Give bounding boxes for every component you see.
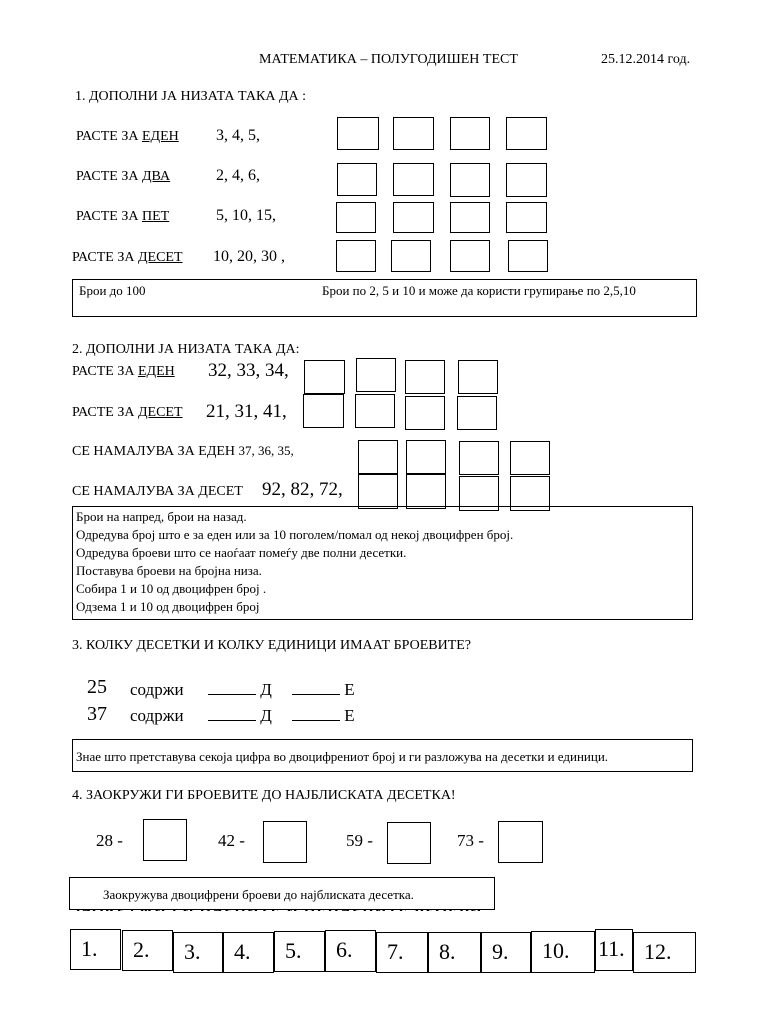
answer-box[interactable]	[143, 819, 187, 861]
task2-row-4-sequence: 92, 82, 72,	[262, 479, 343, 500]
answer-box[interactable]	[508, 240, 548, 272]
task4-item-1: 28 -	[96, 831, 123, 850]
row-prefix: РАСТЕ ЗА	[76, 129, 142, 144]
answer-box[interactable]	[263, 821, 307, 863]
answer-box[interactable]	[406, 474, 446, 509]
page-title: МАТЕМАТИКА – ПОЛУГОДИШЕН ТЕСТ	[259, 52, 518, 67]
answer-box[interactable]	[457, 396, 497, 430]
answer-box[interactable]	[358, 474, 398, 509]
objective-right: Брои по 2, 5 и 10 и може да користи групирање по 2,5,10	[322, 283, 636, 298]
task3-word-1: содржи	[130, 680, 184, 699]
objective-line: Одредува број што е за еден или за 10 поголем/помал од некој двоцифрен број.	[76, 527, 514, 542]
task3-tens-field-2[interactable]	[208, 706, 272, 726]
answer-box[interactable]	[450, 240, 490, 272]
task1-row-1-label	[76, 129, 179, 145]
score-box-1: 1.	[70, 929, 121, 970]
objective-line: Заокружува двоцифрени броеви до најблиската десетка.	[103, 887, 414, 902]
answer-box[interactable]	[450, 117, 490, 150]
task4-objective-box	[69, 877, 495, 910]
score-box-12: 12.	[633, 932, 696, 973]
score-box-3: 3.	[173, 932, 223, 973]
task4-item-2: 42 -	[218, 831, 245, 850]
task1-row-1-sequence: 3, 4, 5,	[216, 127, 260, 144]
score-box-4: 4.	[223, 932, 274, 973]
score-box-8: 8.	[428, 932, 481, 973]
task4-item-3: 59 -	[346, 831, 373, 850]
row-prefix: РАСТЕ ЗА	[76, 169, 142, 184]
answer-box[interactable]	[393, 117, 434, 150]
answer-box[interactable]	[450, 163, 490, 197]
answer-box[interactable]	[336, 202, 376, 233]
answer-box[interactable]	[337, 163, 377, 196]
units-letter: Е	[344, 680, 355, 699]
task3-units-field-2[interactable]	[292, 706, 355, 726]
answer-box[interactable]	[459, 441, 499, 475]
answer-box[interactable]	[405, 360, 445, 394]
row-keyword: ПЕТ	[141, 209, 170, 224]
answer-box[interactable]	[304, 360, 345, 394]
task4-heading: 4. ЗАОКРУЖИ ГИ БРОЕВИТЕ ДО НАЈБЛИСКАТА ДЕСЕТКА!	[72, 788, 456, 803]
task2-row-2-sequence: 21, 31, 41,	[206, 401, 287, 422]
task3-objective-box	[72, 739, 693, 772]
score-box-6: 6.	[325, 930, 376, 972]
task1-heading: 1. ДОПОЛНИ ЈА НИЗАТА ТАКА ДА :	[75, 89, 306, 104]
task2-row-2-label	[72, 405, 183, 421]
row-keyword: ЕДЕН	[137, 364, 175, 379]
units-letter: Е	[344, 706, 355, 725]
task2-row-3-label	[72, 443, 294, 460]
answer-box[interactable]	[450, 202, 490, 233]
row-prefix: РАСТЕ ЗА	[72, 364, 138, 379]
score-box-5: 5.	[274, 931, 325, 972]
answer-box[interactable]	[510, 441, 550, 475]
answer-box[interactable]	[506, 117, 547, 150]
row-prefix: РАСТЕ ЗА	[76, 209, 142, 224]
task1-row-4-sequence: 10, 20, 30 ,	[213, 248, 285, 265]
answer-box[interactable]	[393, 163, 434, 196]
row-prefix: СЕ НАМАЛУВА ЗА ЕДЕН	[72, 444, 239, 459]
tens-letter: Д	[260, 706, 272, 725]
objective-line: Одзема 1 и 10 од двоцифрен број	[76, 599, 260, 614]
answer-box[interactable]	[506, 163, 547, 197]
row-sequence: 37, 36, 35,	[238, 443, 294, 458]
answer-box[interactable]	[506, 202, 547, 233]
objective-left: Брои до 100	[79, 283, 146, 298]
answer-box[interactable]	[358, 440, 398, 474]
test-date: 25.12.2014 год.	[601, 52, 691, 67]
answer-box[interactable]	[391, 240, 431, 272]
objective-line: Собира 1 и 10 од двоцифрен број .	[76, 581, 267, 596]
objective-line: Брои на напред, брои на назад.	[76, 509, 247, 524]
objective-line: Одредува броеви што се наоѓаат помеѓу две полни десетки.	[76, 545, 407, 560]
row-prefix: РАСТЕ ЗА	[72, 250, 138, 265]
score-box-2: 2.	[122, 930, 173, 971]
answer-box[interactable]	[498, 821, 543, 863]
answer-box[interactable]	[405, 396, 445, 430]
score-box-7: 7.	[376, 932, 428, 973]
task4-item-4: 73 -	[457, 831, 484, 850]
answer-box[interactable]	[387, 822, 431, 864]
answer-box[interactable]	[336, 240, 376, 272]
task2-row-4-label: СЕ НАМАЛУВА ЗА ДЕСЕТ	[72, 484, 243, 499]
answer-box[interactable]	[406, 440, 446, 474]
task1-row-2-sequence: 2, 4, 6,	[216, 167, 260, 184]
objective-line: Поставува броеви на бројна низа.	[76, 563, 262, 578]
answer-box[interactable]	[356, 358, 396, 392]
score-box-10: 10.	[531, 931, 595, 973]
task1-row-3-label	[76, 209, 169, 225]
task1-objective-box	[72, 279, 697, 317]
answer-box[interactable]	[355, 394, 395, 428]
score-box-9: 9.	[481, 932, 531, 973]
task2-row-1-label	[72, 364, 175, 380]
task3-number-2: 37	[87, 703, 107, 725]
row-keyword: ДВА	[141, 169, 171, 184]
answer-box[interactable]	[458, 360, 498, 394]
objective-line: Знае што претставува секоја цифра во двоцифрениот број и ги разложува на десетки и единици.	[76, 749, 609, 764]
task3-number-1: 25	[87, 676, 107, 698]
task1-row-2-label	[76, 169, 170, 185]
task3-units-field-1[interactable]	[292, 680, 355, 700]
row-keyword: ЕДЕН	[141, 129, 179, 144]
task3-heading: 3. КОЛКУ ДЕСЕТКИ И КОЛКУ ЕДИНИЦИ ИМААТ БРОЕВИТЕ?	[72, 638, 472, 653]
answer-box[interactable]	[303, 394, 344, 428]
row-keyword: ДЕСЕТ	[137, 250, 183, 265]
task3-tens-field-1[interactable]	[208, 680, 272, 700]
task2-row-1-sequence: 32, 33, 34,	[208, 360, 289, 381]
answer-box[interactable]	[337, 117, 379, 150]
row-keyword: ДЕСЕТ	[137, 405, 183, 420]
score-box-11: 11.	[595, 929, 633, 971]
task2-objective-box	[72, 506, 693, 620]
row-prefix: РАСТЕ ЗА	[72, 405, 138, 420]
task2-heading: 2. ДОПОЛНИ ЈА НИЗАТА ТАКА ДА:	[72, 342, 300, 357]
task1-row-3-sequence: 5, 10, 15,	[216, 207, 276, 224]
answer-box[interactable]	[393, 202, 434, 233]
task1-row-4-label	[72, 250, 183, 266]
task3-word-2: содржи	[130, 706, 184, 725]
tens-letter: Д	[260, 680, 272, 699]
